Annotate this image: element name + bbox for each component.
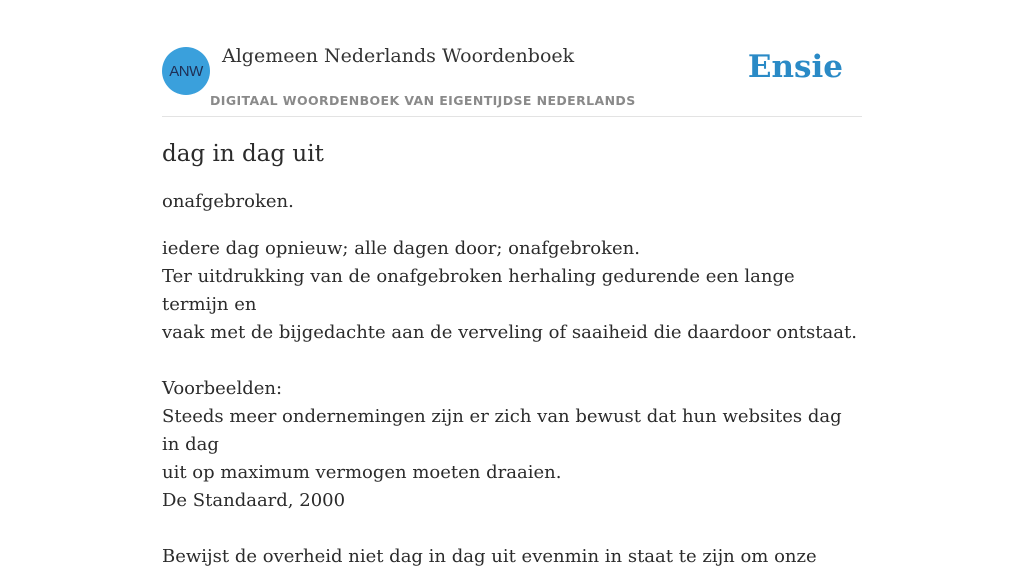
- example-text: Bewijst de overheid niet dag in dag uit evenmin in staat te zijn om onze: [162, 546, 817, 567]
- spacer: [162, 515, 862, 543]
- anw-logo[interactable]: [162, 47, 210, 95]
- short-definition: onafgebroken.: [162, 191, 294, 212]
- example-text: uit op maximum vermogen moeten draaien.: [162, 462, 562, 483]
- entry-content: [162, 138, 862, 571]
- spacer: [162, 347, 862, 375]
- ensie-brand-link[interactable]: Ensie: [747, 49, 843, 85]
- example-text: Steeds meer ondernemingen zijn er zich van bewust dat hun websites dag in dag: [162, 406, 842, 455]
- logo-text: ANW: [169, 62, 203, 80]
- site-header: [162, 40, 862, 117]
- entry-title: dag in dag uit: [162, 141, 324, 167]
- definition-line: vaak met de bijgedachte aan de verveling of saaiheid die daardoor ontstaat.: [162, 322, 857, 343]
- definition-line: iedere dag opnieuw; alle dagen door; onafgebroken.: [162, 238, 640, 259]
- site-title[interactable]: Algemeen Nederlands Woordenboek: [222, 45, 575, 67]
- examples-label: Voorbeelden:: [162, 378, 283, 399]
- long-definition: [162, 235, 862, 571]
- example-source: De Standaard, 2000: [162, 490, 346, 511]
- definition-line: Ter uitdrukking van de onafgebroken herhaling gedurende een lange termijn en: [162, 266, 795, 315]
- site-subtitle: DIGITAAL WOORDENBOEK VAN EIGENTIJDSE NEDERLANDS: [210, 93, 636, 108]
